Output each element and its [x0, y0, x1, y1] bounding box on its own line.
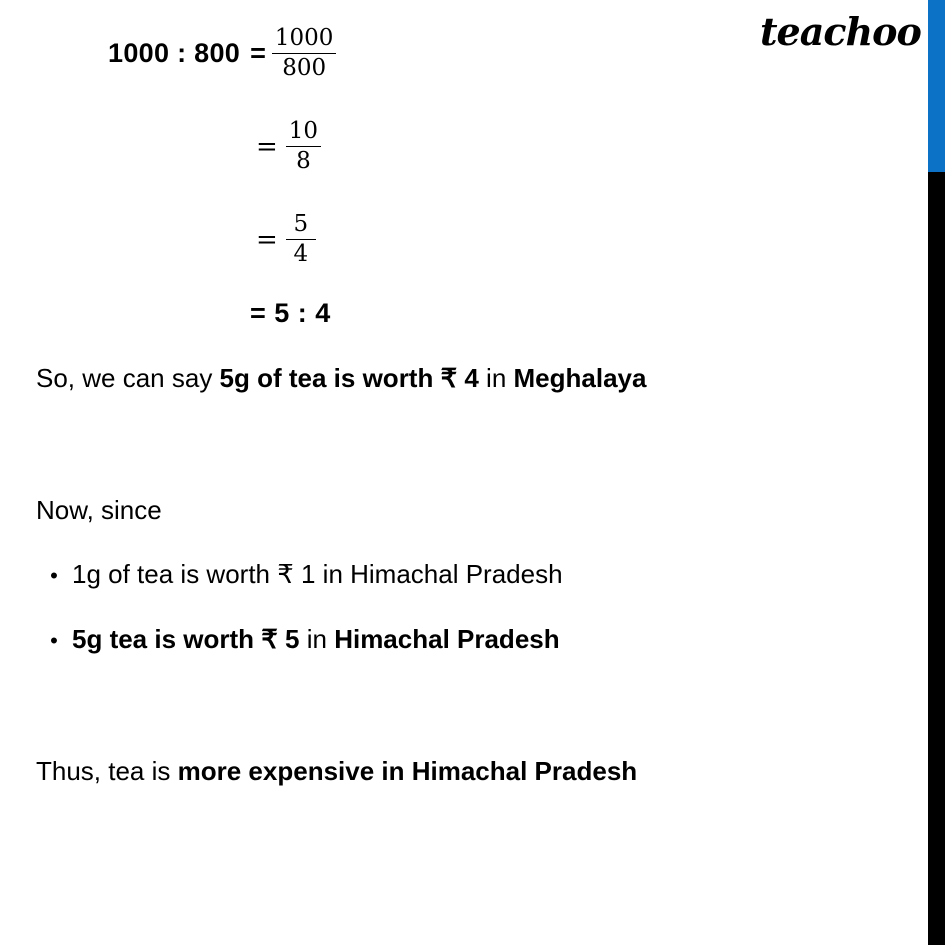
statement-final [36, 755, 637, 788]
statement-final-bold-1: more expensive in Himachal Pradesh [177, 756, 638, 786]
bullet-point-icon: • [50, 628, 58, 653]
ratio-final-result: = 5 : 4 [250, 298, 331, 328]
list-item-bold-1: 5g tea is worth ₹ 5 [72, 624, 300, 654]
list-item [36, 558, 563, 591]
list-item-plain-1: 1g of tea is worth ₹ 1 in Himachal Pradesh [72, 559, 563, 589]
fraction-denominator: 800 [282, 55, 327, 82]
statement-now-since: Now, since [36, 495, 162, 525]
math-line-reduced-5-4 [250, 211, 316, 268]
edge-stripe-black [928, 172, 945, 945]
bullet-point-icon: • [50, 563, 58, 588]
teachoo-logo: teachoo [760, 9, 921, 54]
fraction-numerator: 1000 [274, 25, 334, 51]
list-item-plain-2: in [299, 624, 335, 654]
statement-final-plain-1: Thus, tea is [36, 756, 178, 786]
equals-sign-3: = [256, 224, 278, 255]
list-item-text [72, 558, 563, 591]
statement-meghalaya-plain-1: So, we can say [36, 363, 220, 393]
edge-stripe-blue [928, 0, 945, 172]
fraction-5-over-4 [286, 211, 316, 268]
list-item-text [72, 623, 560, 656]
equals-sign-1: = [250, 38, 266, 69]
math-line-ratio-original [108, 25, 336, 82]
fraction-10-over-8 [286, 118, 321, 175]
math-line-reduced-10-8 [250, 118, 321, 175]
statement-meghalaya-plain-2: in [478, 363, 514, 393]
ratio-original-label: 1000 : 800 [108, 38, 241, 69]
statement-meghalaya-bold-1: 5g of tea is worth ₹ 4 [219, 363, 479, 393]
statement-meghalaya-bold-2: Meghalaya [513, 363, 647, 393]
list-item-bold-2: Himachal Pradesh [334, 624, 560, 654]
fraction-numerator: 10 [288, 118, 319, 144]
fraction-1000-over-800 [272, 25, 337, 82]
statement-meghalaya [36, 362, 646, 395]
fraction-numerator: 5 [293, 211, 309, 237]
fraction-denominator: 8 [296, 148, 311, 175]
equals-sign-2: = [256, 131, 278, 162]
fraction-denominator: 4 [293, 241, 309, 268]
list-item [36, 623, 560, 656]
